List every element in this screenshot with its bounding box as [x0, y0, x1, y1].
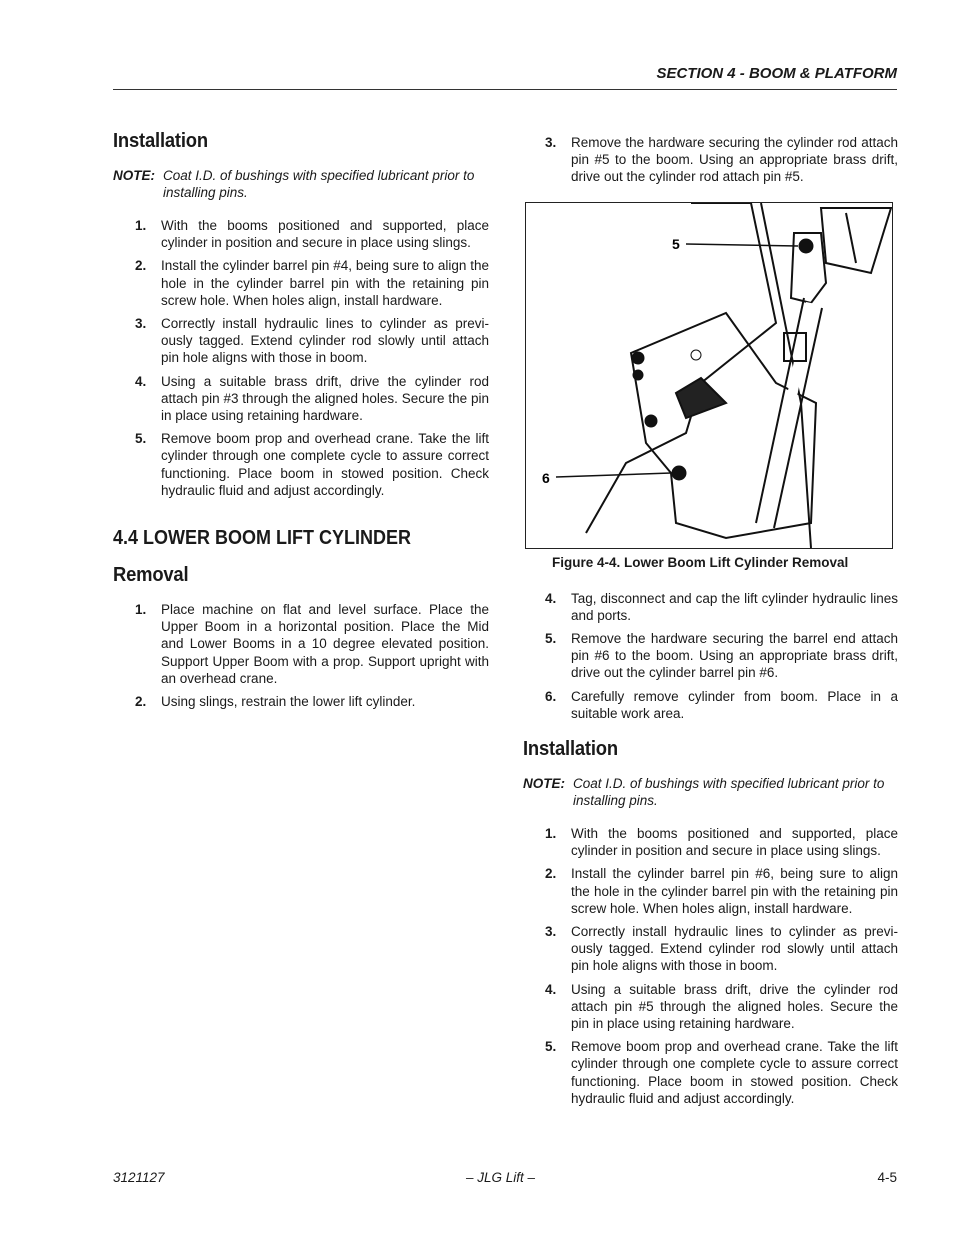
step-number: 1.: [135, 218, 147, 233]
step-text: With the booms positioned and supported, place cylinder in position and secure in place using slings.: [571, 826, 898, 859]
list-item: [113, 601, 489, 687]
section-heading: 4.4 LOWER BOOM LIFT CYLINDER: [113, 527, 412, 550]
step-text: Carefully remove cylinder from boom. Place in a suitable work area.: [571, 688, 898, 721]
step-number: 2.: [545, 866, 557, 882]
leader-line-6: [556, 473, 671, 477]
step-number: 5.: [135, 431, 147, 447]
step-text: Remove the hardware securing the barrel end attach pin #6 to the boom. Using an appropriate brass drift, drive out the cylinder barrel pin #6.: [571, 631, 898, 681]
removal-steps-continued: [523, 134, 898, 186]
step-number: 5.: [545, 1039, 557, 1055]
removal-heading: Removal: [113, 564, 189, 587]
installation-note: [113, 167, 489, 201]
leader-line-5: [686, 244, 798, 246]
header-divider: [113, 89, 897, 90]
step-number: 5.: [545, 631, 557, 647]
boom-illustration: [526, 203, 892, 548]
list-item: [113, 373, 489, 425]
installation-heading-2: Installation: [523, 738, 618, 761]
step-number: 4.: [545, 590, 557, 606]
list-item: [523, 923, 898, 975]
step-number: 3.: [135, 316, 147, 332]
list-item: [523, 590, 898, 624]
figure-caption: Figure 4-4. Lower Boom Lift Cylinder Removal: [552, 554, 849, 570]
step-number: 2.: [135, 694, 147, 710]
installation-steps: [113, 217, 489, 499]
list-item: [113, 257, 489, 309]
callout-5: 5: [672, 235, 680, 252]
step-text: Install the cylinder barrel pin #6, being sure to align the hole in the cylinder barrel pin with the retaining pin screw hole. When holes align, install hardware.: [571, 866, 898, 916]
step-text: Using slings, restrain the lower lift cylinder.: [161, 694, 416, 710]
removal-steps: [113, 601, 489, 710]
step-text: Correctly install hydraulic lines to cylinder as previ-ously tagged. Extend cylinder rod slowly until attach pin hole aligns with those in boom.: [161, 316, 489, 366]
step-text: Remove boom prop and overhead crane. Take the lift cylinder through one complete cycle to assure correct functioning. Place boom in stowed position. Check hydraulic fluid and adjust accordingly.: [161, 431, 489, 498]
footer-page-number: 4-5: [877, 1170, 897, 1185]
installation-heading: Installation: [113, 130, 208, 152]
step-number: 1.: [135, 602, 147, 618]
note-text: Coat I.D. of bushings with specified lubricant prior to installing pins.: [163, 168, 475, 200]
step-text: Tag, disconnect and cap the lift cylinder hydraulic lines and ports.: [571, 590, 898, 623]
callout-6: 6: [542, 469, 550, 486]
list-item: [113, 693, 489, 710]
list-item: [113, 315, 489, 367]
step-text: Correctly install hydraulic lines to cylinder as previ-ously tagged. Extend cylinder rod slowly until attach pin hole aligns with those in boom.: [571, 924, 898, 974]
list-item: [523, 825, 898, 859]
right-column: [523, 134, 898, 1113]
list-item: [113, 430, 489, 499]
pin-5-icon: [799, 239, 813, 253]
step-number: 3.: [545, 135, 557, 150]
list-item: [523, 1038, 898, 1107]
list-item: [113, 217, 489, 251]
pin-6-icon: [672, 466, 686, 480]
list-item: [523, 134, 898, 186]
step-text: Place machine on flat and level surface. Place the Upper Boom in a horizontal position. Place the Mid and Lower Booms in a 10 degree elevated position. Support Upper Boom with a prop. Support upright with an overhead crane.: [161, 602, 489, 686]
footer-doc-number: 3121127: [113, 1170, 165, 1185]
list-item: [523, 981, 898, 1033]
note-label: NOTE:: [113, 168, 155, 183]
step-text: Remove boom prop and overhead crane. Take the lift cylinder through one complete cycle to assure correct functioning. Place boom in stowed position. Check hydraulic fluid and adjust accordingly.: [571, 1039, 898, 1106]
step-number: 1.: [545, 826, 557, 842]
figure-lower-boom-lift-cylinder: [525, 202, 893, 549]
note-text: Coat I.D. of bushings with specified lubricant prior to installing pins.: [573, 776, 885, 809]
step-text: With the booms positioned and supported, place cylinder in position and secure in place using slings.: [161, 218, 489, 251]
section-header: SECTION 4 - BOOM & PLATFORM: [656, 65, 897, 82]
removal-steps-continued-2: [523, 590, 898, 722]
step-number: 3.: [545, 924, 557, 940]
step-number: 6.: [545, 688, 557, 704]
footer-brand: – JLG Lift –: [466, 1170, 536, 1185]
list-item: [523, 688, 898, 722]
step-number: 4.: [135, 373, 147, 389]
step-number: 4.: [545, 981, 557, 997]
installation-note-2: [523, 775, 898, 809]
step-number: 2.: [135, 258, 147, 274]
installation-steps-2: [523, 825, 898, 1107]
step-text: Using a suitable brass drift, drive the cylinder rod attach pin #3 through the aligned holes. Secure the pin in place using retaining hardware.: [161, 373, 489, 424]
list-item: [523, 630, 898, 682]
left-column: [113, 130, 489, 716]
step-text: Install the cylinder barrel pin #4, being sure to align the hole in the cylinder barrel pin with the retaining pin screw hole. When holes align, install hardware.: [161, 258, 489, 308]
step-text: Remove the hardware securing the cylinder rod attach pin #5 to the boom. Using an appropriate brass drift, drive out the cylinder rod attach pin #5.: [571, 135, 898, 185]
list-item: [523, 865, 898, 917]
step-text: Using a suitable brass drift, drive the cylinder rod attach pin #5 through the aligned holes. Secure the pin in place using retaining hardware.: [571, 981, 898, 1032]
note-label: NOTE:: [523, 776, 565, 792]
